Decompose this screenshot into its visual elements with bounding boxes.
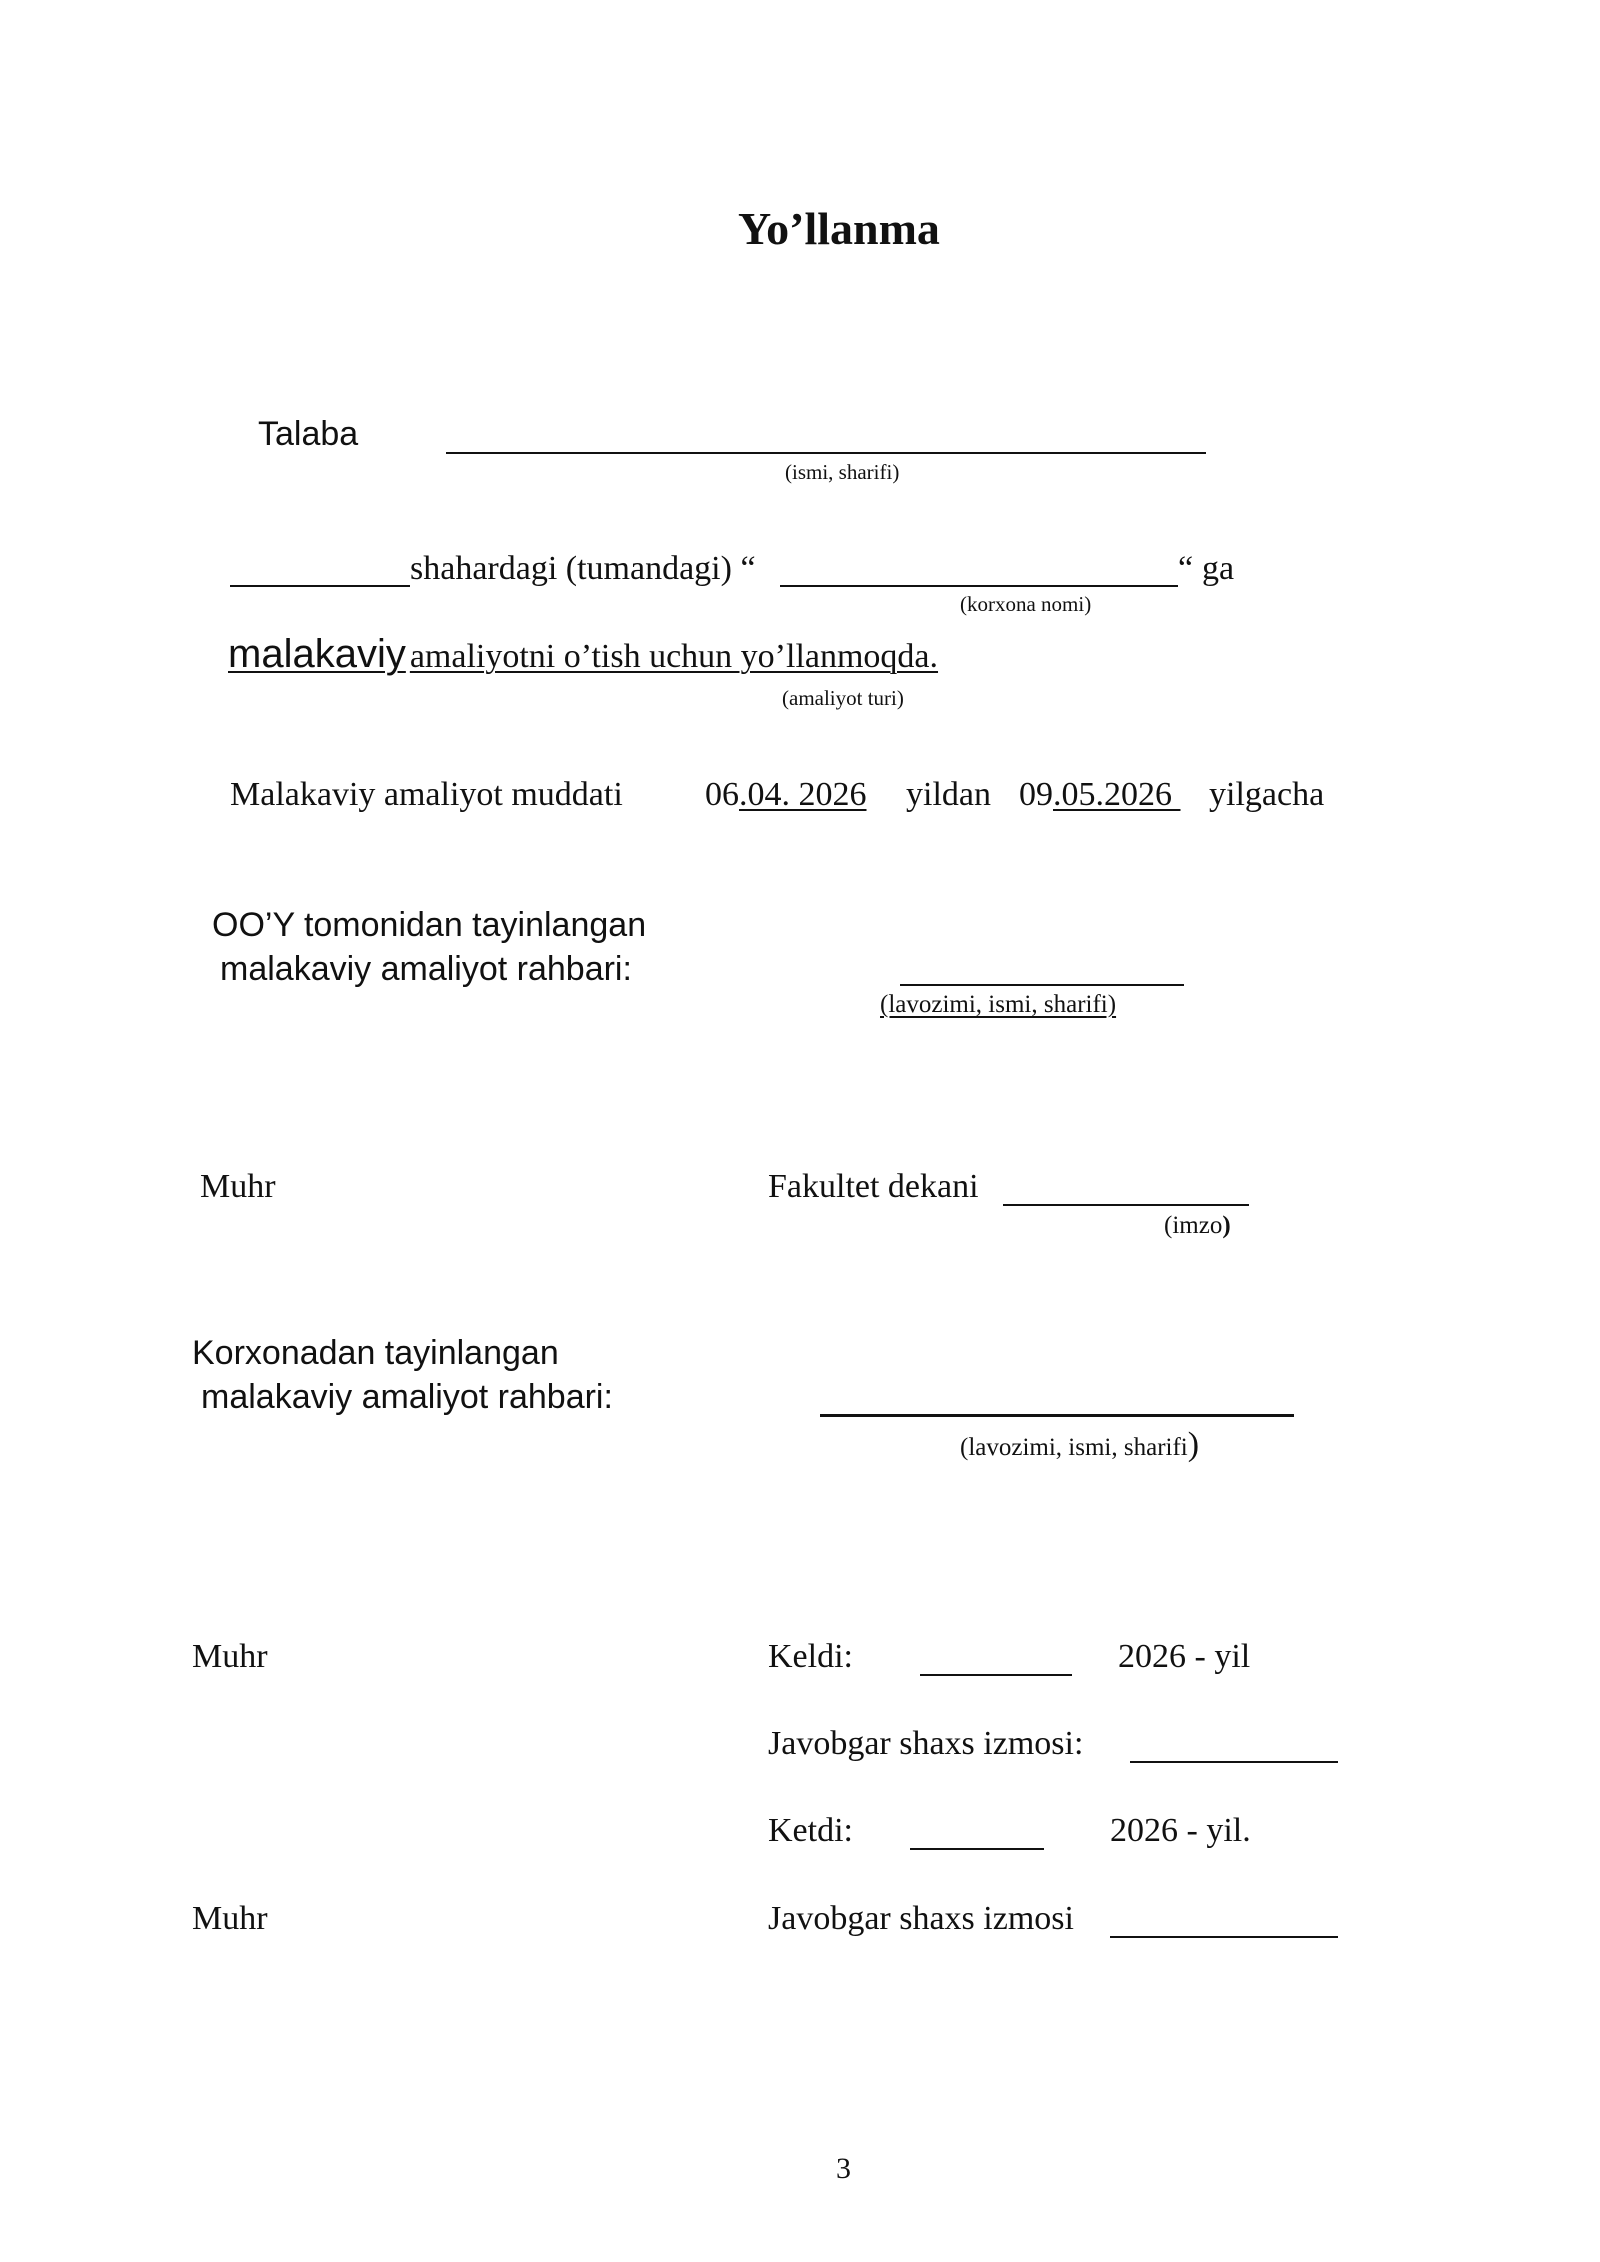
departure-responsible-label: Javobgar shaxs izmosi: [768, 1900, 1074, 1937]
city-suffix: shahardagi (tumandagi) “: [410, 550, 756, 587]
enterprise-name-line: [780, 585, 1178, 587]
duration-from-prefix: 06: [705, 776, 739, 813]
arrival-responsible-label: Javobgar shaxs izmosi:: [768, 1725, 1084, 1762]
departure-stamp-label: Muhr: [192, 1900, 268, 1937]
duration-label: Malakaviy amaliyot muddati: [230, 776, 623, 813]
duration-to-date: .05.2026: [1053, 776, 1172, 813]
duration-to-prefix: 09: [1019, 776, 1053, 813]
duration-from-word: yildan: [906, 776, 991, 813]
student-caption: (ismi, sharifi): [785, 460, 900, 484]
practice-caption: (amaliyot turi): [782, 686, 904, 710]
departure-year: 2026 - yil.: [1110, 1812, 1251, 1849]
dean-stamp-label: Muhr: [200, 1168, 276, 1205]
practice-rest: amaliyotni o’tish uchun yo’llanmoqda.: [409, 638, 939, 675]
duration-to: [1019, 776, 1181, 814]
enterprise-caption: (korxona nomi): [960, 592, 1092, 616]
arrival-stamp-label: Muhr: [192, 1638, 268, 1675]
departure-label: Ketdi:: [768, 1812, 853, 1849]
company-supervisor-line: [820, 1414, 1294, 1417]
departure-responsible-line: [1110, 1936, 1338, 1938]
document-title: Yo’llanma: [738, 203, 940, 254]
city-line: [230, 585, 410, 587]
company-supervisor-line1: Korxonadan tayinlangan: [192, 1334, 559, 1372]
duration-from: [705, 776, 867, 814]
enterprise-ga: ga: [1202, 550, 1235, 587]
departure-date-line: [910, 1848, 1044, 1850]
company-supervisor-caption: (lavozimi, ismi, sharifi): [960, 1426, 1200, 1463]
arrival-date-line: [920, 1674, 1072, 1676]
dean-label: Fakultet dekani: [768, 1168, 979, 1205]
arrival-year: 2026 - yil: [1118, 1638, 1251, 1675]
duration-from-date: .04. 2026: [739, 776, 867, 813]
dean-signature-line: [1003, 1204, 1249, 1206]
dean-caption: (imzo): [1164, 1212, 1231, 1239]
university-supervisor-line: [900, 984, 1184, 986]
practice-line: [228, 632, 938, 677]
university-supervisor-line1: OO’Y tomonidan tayinlangan: [212, 906, 647, 944]
duration-to-word: yilgacha: [1209, 776, 1325, 813]
arrival-label: Keldi:: [768, 1638, 853, 1675]
university-supervisor-caption: (lavozimi, ismi, sharifi): [880, 991, 1117, 1018]
university-supervisor-line2: malakaviy amaliyot rahbari:: [220, 950, 632, 988]
enterprise-close-quote: “: [1178, 550, 1194, 587]
page-number: 3: [836, 2152, 851, 2185]
practice-type-word: malakaviy: [228, 632, 406, 676]
student-label: Talaba: [258, 415, 359, 453]
company-supervisor-line2: malakaviy amaliyot rahbari:: [201, 1378, 613, 1416]
arrival-responsible-line: [1130, 1761, 1338, 1763]
student-name-line: [446, 452, 1206, 454]
